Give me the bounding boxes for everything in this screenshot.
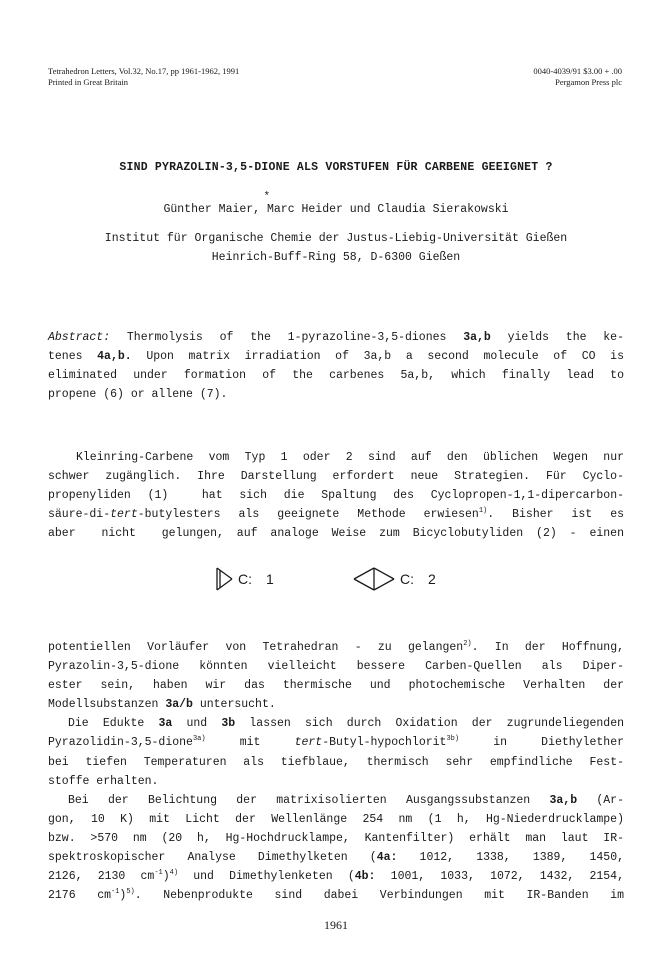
body-line: bei tiefen Temperaturen als tiefblaue, thermisch sehr empfindliche Fest- <box>48 755 624 769</box>
body-line: aber nicht gelungen, auf analoge Weise zum Bicyclobutyliden (2) - einen <box>48 527 624 541</box>
affiliation <box>0 229 672 267</box>
abstract-label: Abstract: <box>48 331 111 344</box>
body-line: Kleinring-Carbene vom Typ 1 oder 2 sind auf den üblichen Wegen nur <box>76 451 624 464</box>
authors: Günther Maier, Marc Heider und Claudia Sierakowski <box>163 203 509 216</box>
body-line: schwer zugänglich. Ihre Darstellung erfordert neue Strategien. Für Cyclo- <box>48 470 624 484</box>
price-code: 0040-4039/91 $3.00 + .00 <box>533 66 622 76</box>
journal-header-left <box>48 66 239 88</box>
body-line: potentiellen Vorläufer von Tetrahedran - zu gelangen$^{2)}$. In der Hoffnung, <box>48 640 624 654</box>
body-line: spektroskopischer Analyse Dimethylketen (4a: 1012, 1338, 1389, 1450, <box>48 851 625 865</box>
body-line: 2176 $cm^{-1})^{5)}$. Nebenprodukte sind dabei Verbindungen mit IR-Banden im <box>48 888 624 903</box>
body-line: stoffe erhalten. <box>48 774 159 788</box>
journal-header-right <box>533 66 622 88</box>
body-line: Bei der Belichtung der matrixisolierten Ausgangssubstanzen 3a,b (Ar- <box>68 793 624 807</box>
affiliation-address: Heinrich-Buff-Ring 58, D-6300 Gießen <box>211 251 461 264</box>
affiliation-institute: Institut für Organische Chemie der Justus-Liebig-Universität Gießen <box>104 232 568 245</box>
carbene-label: C: <box>400 571 414 587</box>
printed-in: Printed in Great Britain <box>48 77 129 87</box>
abstract-line: Abstract: Thermolysis of the 1-pyrazoline-3,5-diones 3a,b yields the ke- <box>48 331 624 344</box>
body-line: Pyrazolidin-3,5-dione$^{3a)}$ mit tert-Butyl-hypochlorit$^{3b)}$ in Diethylether <box>48 735 624 750</box>
structure-1 <box>214 566 274 592</box>
compound-number: 2 <box>428 571 436 587</box>
body-paragraph-2 <box>48 638 624 905</box>
corresponding-author-star: * <box>263 191 271 203</box>
structure-2 <box>352 566 436 592</box>
abstract-line: propene (6) or allene (7). <box>48 388 228 402</box>
article-title: SIND PYRAZOLIN-3,5-DIONE ALS VORSTUFEN FÜR CARBENE GEEIGNET ? <box>119 161 553 174</box>
body-line: Pyrazolin-3,5-dione könnten vielleicht bessere Carben-Quellen als Diper- <box>48 660 624 674</box>
page-number: 1961 <box>324 918 348 932</box>
abstract <box>48 328 624 404</box>
body-line: bzw. >570 nm (20 h, Hg-Hochdrucklampe, Kantenfilter) erhält man laut IR- <box>48 831 624 845</box>
body-line: ester sein, haben wir das thermische und photochemische Verhalten der <box>48 679 624 693</box>
journal-citation: Tetrahedron Letters, Vol.32, No.17, pp 1961-1962, 1991 <box>48 66 240 76</box>
body-line: propenyliden (1) hat sich die Spaltung des Cyclopropen-1,1-dipercarbon- <box>48 489 624 503</box>
cyclopropene-ring-icon <box>214 566 234 592</box>
body-line: 2126, 2130 $cm^{-1})^{4)}$ und Dimethylenketen (4b: 1001, 1033, 1072, 1432, 2154, <box>48 869 624 884</box>
carbene-label: C: <box>238 571 252 587</box>
publisher: Pergamon Press plc <box>555 77 622 87</box>
body-paragraph-1 <box>48 448 624 543</box>
bicyclobutane-ring-icon <box>352 566 396 592</box>
body-line: Die Edukte 3a und 3b lassen sich durch Oxidation der zugrundeliegenden <box>68 717 624 731</box>
author-block <box>0 191 672 217</box>
body-line: gon, 10 K) mit Licht der Wellenlänge 254 nm (1 h, Hg-Niederdrucklampe) <box>48 812 624 826</box>
abstract-line: eliminated under formation of the carbenes 5a,b, which finally lead to <box>48 369 624 383</box>
compound-number: 1 <box>266 571 274 587</box>
body-line: säure-di-tert-butylesters als geeignete Methode erwiesen$^{1)}$. Bisher ist es <box>48 507 624 522</box>
authors-line <box>163 191 509 216</box>
abstract-line: tenes 4a,b. Upon matrix irradiation of 3a,b a second molecule of CO is <box>48 350 624 364</box>
body-line: Modellsubstanzen 3a/b untersucht. <box>48 698 276 712</box>
